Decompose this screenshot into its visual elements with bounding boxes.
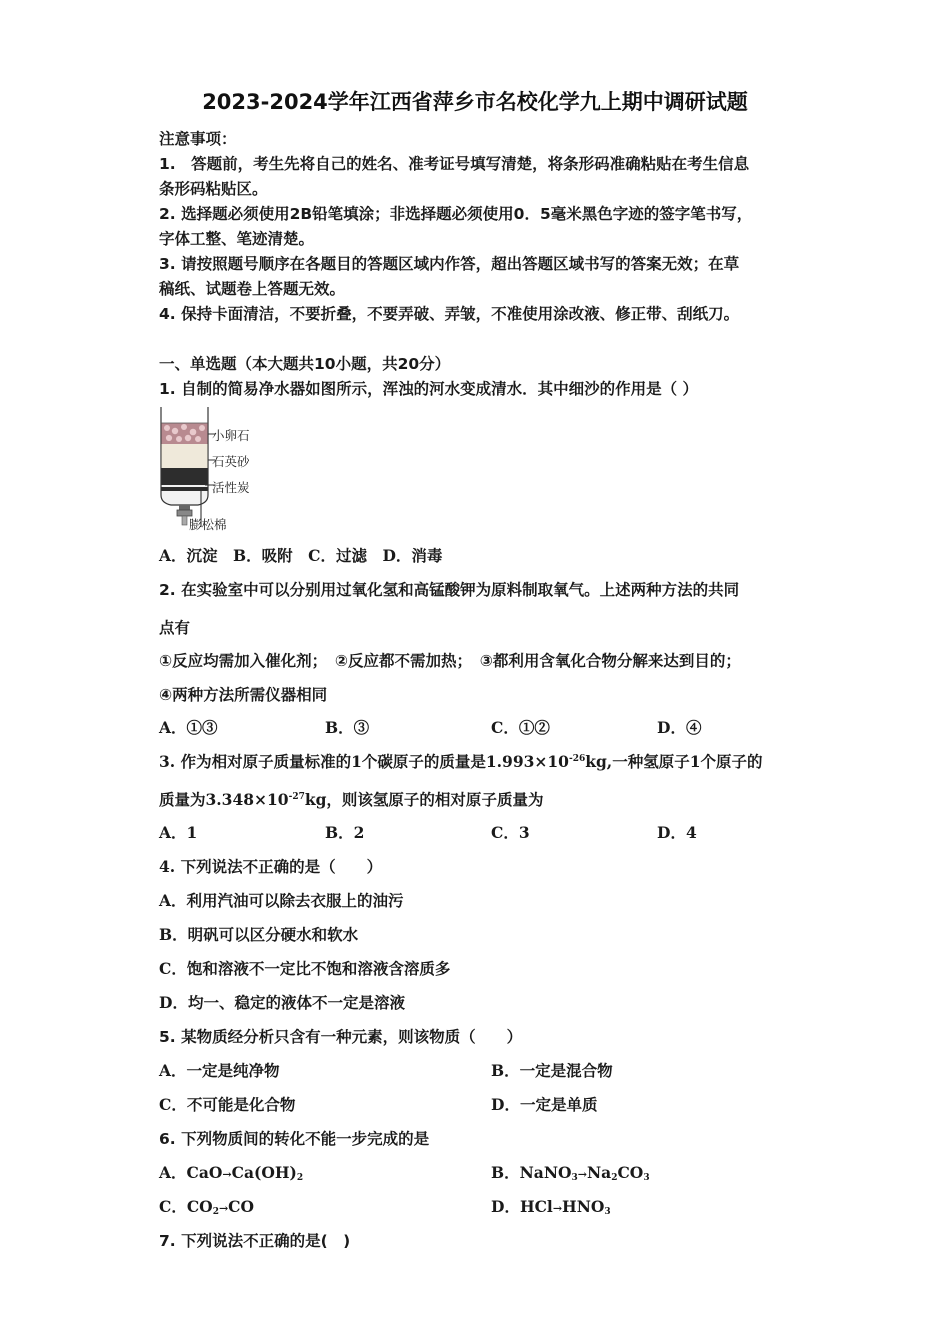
question-4-stem: 4. 下列说法不正确的是（ ）	[159, 857, 383, 876]
subscript: 3	[604, 1207, 611, 1217]
question-5-option-d: D．一定是单质	[491, 1095, 598, 1114]
question-5-option-a: A．一定是纯净物	[159, 1061, 280, 1080]
question-5-option-c: C．不可能是化合物	[159, 1095, 296, 1114]
formula: Ca(OH)	[231, 1163, 297, 1182]
option-letter: C．	[159, 1197, 187, 1216]
question-4-option-d: D．均一、稳定的液体不一定是溶液	[159, 993, 405, 1012]
question-5-option-b: B．一定是混合物	[491, 1061, 613, 1080]
subscript: 3	[643, 1173, 650, 1183]
question-3-option-b: B．2	[325, 823, 365, 842]
question-3-stem-line-1	[159, 750, 763, 772]
figure-label-quartz-sand: 石英砂	[212, 454, 250, 469]
arrow-icon: →	[577, 1168, 587, 1181]
subscript: 2	[296, 1173, 304, 1183]
q3-exponent: -27	[288, 792, 305, 802]
option-letter: A．	[159, 1163, 187, 1182]
question-2-option-a: A．①③	[159, 718, 218, 737]
arrow-icon: →	[552, 1202, 563, 1215]
question-4-option-c: C．饱和溶液不一定比不饱和溶液含溶质多	[159, 959, 451, 978]
q3-text-part: 3. 作为相对原子质量标准的1个碳原子的质量是1.993×10	[159, 752, 569, 771]
subscript: 2	[611, 1173, 618, 1183]
notice-item-2-line-2: 字体工整、笔迹清楚。	[159, 230, 315, 248]
formula: HNO	[562, 1197, 605, 1216]
notice-item-3-line-1: 3. 请按照题号顺序在各题目的答题区域内作答，超出答题区域书写的答案无效；在草	[159, 255, 740, 273]
question-2-stem-line-1: 2. 在实验室中可以分别用过氧化氢和高锰酸钾为原料制取氧气。上述两种方法的共同	[159, 581, 740, 599]
formula: CO	[186, 1197, 213, 1216]
question-3-option-c: C．3	[491, 823, 530, 842]
question-2-statements-line-2: ④两种方法所需仪器相同	[159, 686, 328, 704]
question-3-option-d: D．4	[657, 823, 697, 842]
formula: NaNO	[519, 1163, 572, 1182]
formula: HCl	[519, 1197, 553, 1216]
notice-item-1-line-2: 条形码粘贴区。	[159, 180, 268, 198]
section-heading: 一、单选题（本大题共10小题，共20分）	[159, 355, 451, 373]
option-letter: B．	[491, 1163, 520, 1182]
question-6-option-a	[159, 1161, 303, 1183]
figure-label-cotton: 膨松棉	[189, 517, 227, 532]
question-1-stem: 1. 自制的简易净水器如图所示，浑浊的河水变成清水．其中细沙的作用是（ ）	[159, 380, 698, 398]
notice-item-3-line-2: 稿纸、试题卷上答题无效。	[159, 280, 346, 298]
question-6-option-d	[491, 1195, 611, 1217]
question-4-option-a: A．利用汽油可以除去衣服上的油污	[159, 891, 404, 910]
arrow-icon: →	[222, 1168, 232, 1181]
question-6-option-c	[159, 1195, 254, 1217]
figure-label-pebbles: 小卵石	[212, 428, 250, 443]
question-2-statements-line-1: ①反应均需加入催化剂； ②反应都不需加热； ③都利用含氧化合物分解来达到目的；	[159, 652, 741, 670]
notice-heading: 注意事项：	[159, 130, 237, 148]
q3-text-part: kg，则该氢原子的相对原子质量为	[304, 790, 544, 809]
q3-exponent: -26	[568, 754, 586, 764]
question-6-option-b	[491, 1161, 650, 1183]
question-2-option-c: C．①②	[491, 718, 550, 737]
q3-text-part: kg,一种氢原子1个原子的	[585, 752, 763, 771]
question-2-option-d: D．④	[657, 718, 702, 737]
formula: CaO	[186, 1163, 223, 1182]
formula: CO	[617, 1163, 644, 1182]
formula: CO	[228, 1197, 255, 1216]
subscript: 2	[212, 1207, 219, 1217]
option-letter: D．	[491, 1197, 520, 1216]
question-2-stem-line-2: 点有	[159, 619, 191, 637]
question-7-stem: 7. 下列说法不正确的是( )	[159, 1232, 351, 1250]
question-4-option-b: B．明矾可以区分硬水和软水	[159, 925, 359, 944]
question-1-options: A．沉淀 B．吸附 C．过滤 D．消毒	[159, 546, 443, 565]
document-title: 2023-2024学年江西省萍乡市名校化学九上期中调研试题	[202, 90, 748, 114]
water-purifier-figure	[155, 405, 265, 530]
question-2-option-b: B．③	[325, 718, 370, 737]
figure-label-activated-carbon: 活性炭	[212, 480, 250, 495]
q3-text-part: 质量为3.348×10	[159, 790, 289, 809]
notice-item-2-line-1: 2. 选择题必须使用2B铅笔填涂；非选择题必须使用0．5毫米黑色字迹的签字笔书写，	[159, 205, 753, 223]
water-filter-diagram	[155, 405, 215, 530]
formula: Na	[586, 1163, 612, 1182]
question-5-stem: 5. 某物质经分析只含有一种元素，则该物质（ ）	[159, 1028, 523, 1046]
notice-item-1-line-1: 1. 答题前，考生先将自己的姓名、准考证号填写清楚，将条形码准确粘贴在考生信息	[159, 155, 750, 173]
notice-item-4: 4. 保持卡面清洁，不要折叠，不要弄破、弄皱，不准使用涂改液、修正带、刮纸刀。	[159, 305, 740, 323]
question-3-stem-line-2	[159, 788, 543, 810]
question-6-stem: 6. 下列物质间的转化不能一步完成的是	[159, 1130, 430, 1148]
question-3-option-a: A．1	[159, 823, 198, 842]
arrow-icon: →	[218, 1202, 229, 1215]
subscript: 3	[571, 1173, 578, 1183]
